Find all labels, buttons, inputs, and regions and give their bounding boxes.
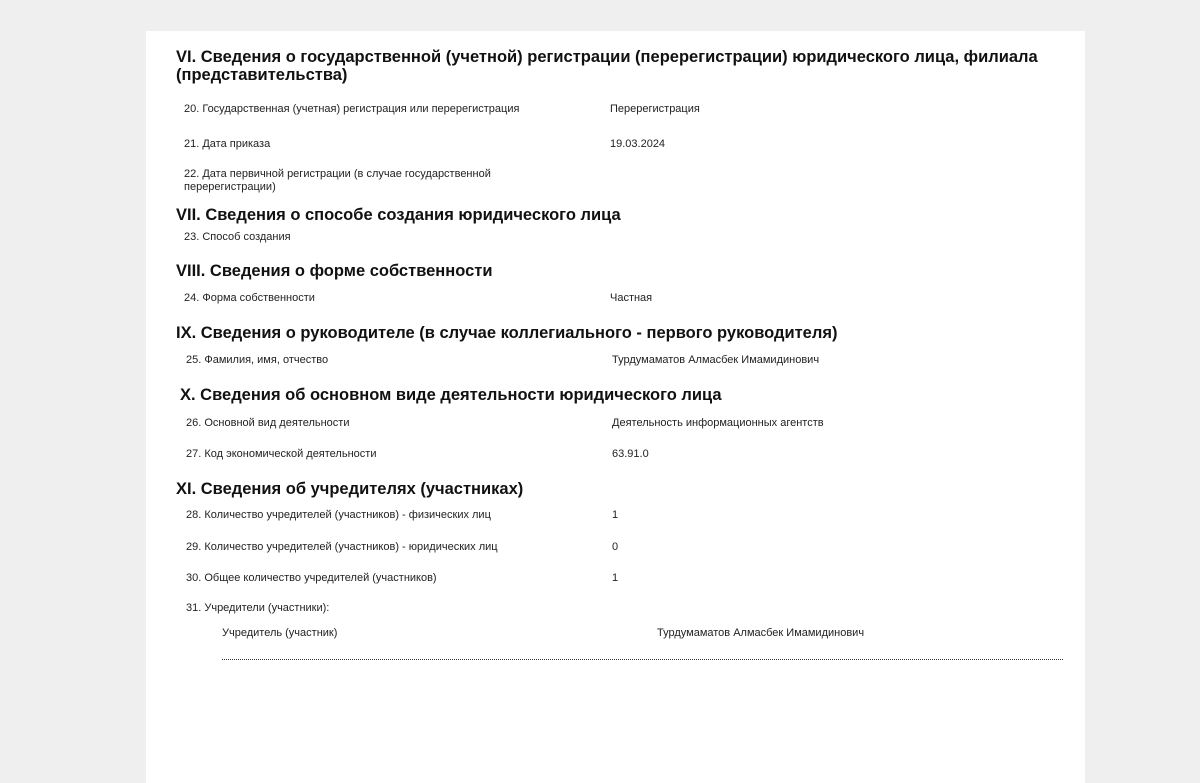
section-ix-title: IX. Сведения о руководителе (в случае коллегиального - первого руководителя) [176, 324, 838, 342]
field-30-label: 30. Общее количество учредителей (участников) [186, 572, 437, 584]
field-29-value: 0 [612, 541, 619, 553]
field-24-value: Частная [610, 292, 653, 304]
field-27-value: 63.91.0 [612, 448, 649, 460]
field-26-label: 26. Основной вид деятельности [186, 417, 350, 429]
dotted-separator [222, 659, 1063, 660]
section-xi-title: XI. Сведения об учредителях (участниках) [176, 480, 524, 498]
field-24-label: 24. Форма собственности [184, 292, 315, 304]
field-21-label: 21. Дата приказа [184, 138, 271, 150]
field-28-value: 1 [612, 509, 619, 521]
field-23-label: 23. Способ создания [184, 231, 291, 243]
field-21-value: 19.03.2024 [610, 138, 666, 150]
field-20-value: Перерегистрация [610, 103, 700, 115]
field-28-label: 28. Количество учредителей (участников) - физических лиц [186, 509, 491, 521]
section-vii-title: VII. Сведения о способе создания юридического лица [176, 206, 621, 224]
section-x-title: X. Сведения об основном виде деятельности юридического лица [180, 386, 722, 404]
field-22-label: 22. Дата первичной регистрации (в случае государственной перерегистрации) [184, 168, 491, 193]
founder-role: Учредитель (участник) [222, 627, 338, 639]
field-26-value: Деятельность информационных агентств [612, 417, 824, 429]
field-27-label: 27. Код экономической деятельности [186, 448, 377, 460]
field-20-label: 20. Государственная (учетная) регистрация или перерегистрация [184, 103, 520, 115]
document-page [146, 31, 1085, 783]
founder-name: Турдумаматов Алмасбек Имамидинович [657, 627, 865, 639]
field-25-label: 25. Фамилия, имя, отчество [186, 354, 329, 366]
section-viii-title: VIII. Сведения о форме собственности [176, 262, 493, 280]
section-vi-title: VI. Сведения о государственной (учетной) регистрации (перерегистрации) юридического лица, филиала (представительства) [176, 48, 1038, 84]
field-29-label: 29. Количество учредителей (участников) - юридических лиц [186, 541, 498, 553]
field-30-value: 1 [612, 572, 619, 584]
field-25-value: Турдумаматов Алмасбек Имамидинович [612, 354, 820, 366]
field-31-label: 31. Учредители (участники): [186, 602, 330, 614]
